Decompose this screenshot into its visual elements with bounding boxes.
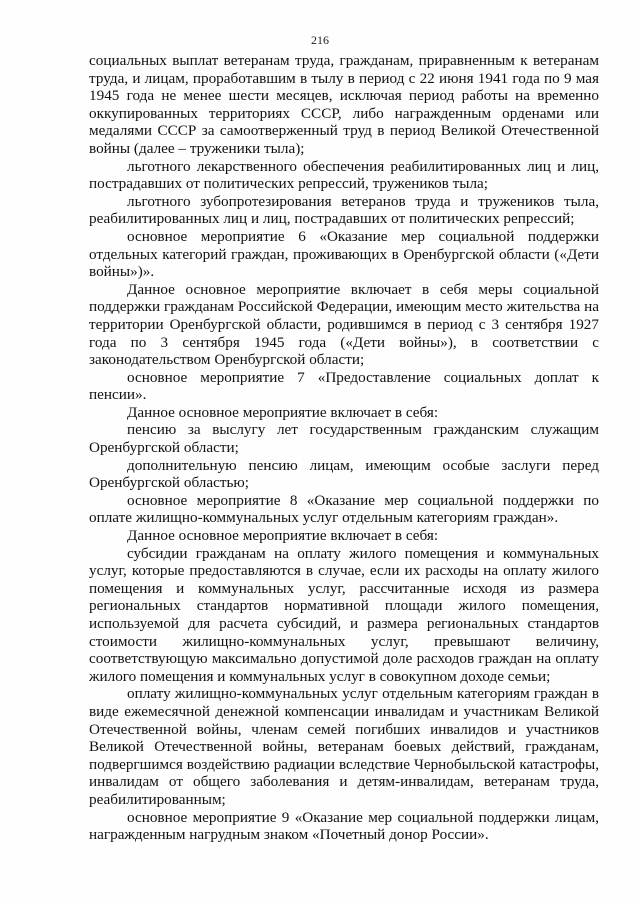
- paragraph: основное мероприятие 9 «Оказание мер социальной поддержки лицам, награжденным нагрудным знаком «Почетный донор России».: [89, 808, 599, 844]
- paragraph: основное мероприятие 7 «Предоставление социальных доплат к пенсии».: [89, 368, 599, 404]
- document-body: [89, 52, 599, 844]
- paragraph: субсидии гражданам на оплату жилого помещения и коммунальных услуг, которые предоставляются в случае, если их расходы на оплату жилого помещения и коммунальных услуг, рассчитанные исходя из размера региональных стандартов нормативной площади жилого помещения, используемой для расчета субсидий, и размера региональных стандартов стоимости жилищно-коммунальных услуг, превышают величину, соответствующую максимально допустимой доле расходов граждан на оплату жилого помещения и коммунальных услуг в совокупном доходе семьи;: [89, 544, 599, 685]
- paragraph: дополнительную пенсию лицам, имеющим особые заслуги перед Оренбургской областью;: [89, 456, 599, 492]
- paragraph: социальных выплат ветеранам труда, гражданам, приравненным к ветеранам труда, и лицам, проработавшим в тылу в период с 22 июня 1941 года по 9 мая 1945 года не менее шести месяцев, исключая период работы на временно оккупированных территориях СССР, либо награжденным орденами или медалями СССР за самоотверженный труд в период Великой Отечественной войны (далее – труженики тыла);: [89, 52, 599, 157]
- paragraph: льготного зубопротезирования ветеранов труда и тружеников тыла, реабилитированных лиц и лиц, пострадавших от политических репрессий;: [89, 192, 599, 228]
- paragraph: льготного лекарственного обеспечения реабилитированных лиц и лиц, пострадавших от политических репрессий, тружеников тыла;: [89, 157, 599, 193]
- paragraph: Данное основное мероприятие включает в себя:: [127, 527, 439, 545]
- paragraph: основное мероприятие 8 «Оказание мер социальной поддержки по оплате жилищно-коммунальных услуг отдельным категориям граждан».: [89, 491, 599, 527]
- paragraph: оплату жилищно-коммунальных услуг отдельным категориям граждан в виде ежемесячной денежной компенсации инвалидам и участникам Великой Отечественной войны, членам семей погибших инвалидов и участников Великой Отечественной войны, ветеранам боевых действий, гражданам, подвергшимся воздействию радиации вследствие Чернобыльской катастрофы, инвалидам от общего заболевания и детям-инвалидам, ветеранам труда, реабилитированным;: [89, 685, 599, 808]
- paragraph: Данное основное мероприятие включает в себя:: [127, 403, 439, 421]
- paragraph: основное мероприятие 6 «Оказание мер социальной поддержки отдельных категорий граждан, проживающих в Оренбургской области («Дети войны»)».: [89, 227, 599, 281]
- page-number: 216: [311, 33, 329, 47]
- paragraph: пенсию за выслугу лет государственным гражданским служащим Оренбургской области;: [89, 421, 599, 457]
- paragraph: Данное основное мероприятие включает в себя меры социальной поддержки гражданам Российской Федерации, имеющим место жительства на территории Оренбургской области, родившимся в период с 3 сентября 1927 года по 3 сентября 1945 года («Дети войны»), в соответствии с законодательством Оренбургской области;: [89, 280, 599, 369]
